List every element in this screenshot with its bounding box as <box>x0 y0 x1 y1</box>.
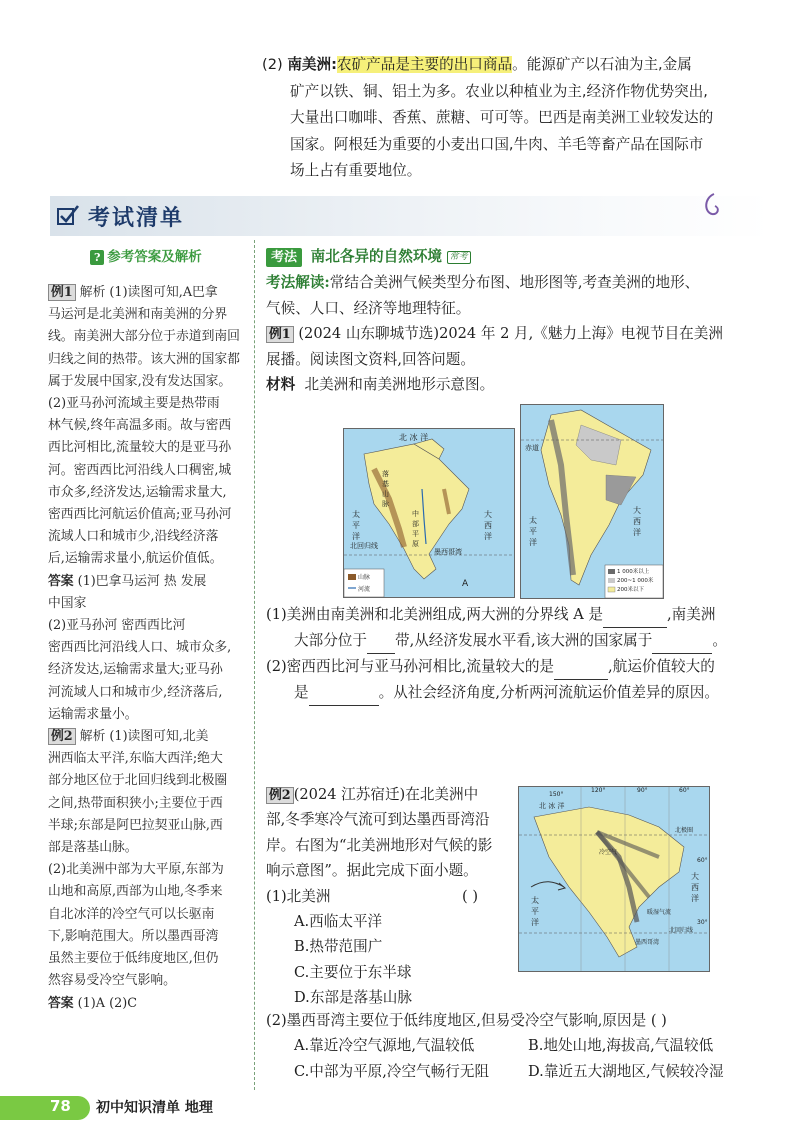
q2-part-a: (2)密西西比河与亚马孙河相比,流量较大的是 <box>266 658 555 675</box>
q1-part-d: 带,从经济发展水平看,该大洲的国家属于 <box>394 632 653 649</box>
ex1-expl-3: 线。南美洲大部分位于赤道到南回 <box>48 329 240 345</box>
q1-part-e: 。 <box>712 632 727 649</box>
ex2-expl-3: 部分地区位于北回归线到北极圈 <box>48 773 228 789</box>
na2-lat-30: 30° <box>697 919 708 926</box>
ans2-label: 答案 <box>48 995 74 1011</box>
ex1-expl-12: 流域人口和城市少,沿线经济落 <box>48 529 219 545</box>
sub1-option-1[interactable]: A.西临太平洋 <box>294 913 383 931</box>
ex1-expl-5: 属于发展中国家,没有发达国家。 <box>48 373 232 389</box>
ex2-expl-4: 之间,热带面积狭小;主要位于西 <box>48 795 223 811</box>
sub1-option-2[interactable]: B.热带范围广 <box>294 938 383 956</box>
ex2-expl-7: (2)北美洲中部为大平原,东部为 <box>48 862 224 878</box>
q2-part-c: 是 <box>294 684 309 701</box>
region-label: 南美洲: <box>287 56 337 73</box>
kaofa-title: 南北各异的自然环境 <box>310 248 443 265</box>
na2-pacific-label: 太平洋 <box>531 896 539 927</box>
kaofa-tag: 常考 <box>447 251 471 264</box>
ex1-expl-13: 后,运输需求量小,航运价值低。 <box>48 551 223 567</box>
ex1-questions <box>266 602 786 706</box>
question-column <box>266 244 776 397</box>
sub2-options-row-1 <box>266 1033 786 1058</box>
ex2-sub1 <box>266 884 516 909</box>
ans1-label: 答案 <box>48 573 74 589</box>
ex1-expl-7: 林气候,终年高温多雨。故与密西 <box>48 418 232 434</box>
ex2-intro <box>266 782 516 1011</box>
jiedu-line-1 <box>266 270 776 295</box>
book-title: 初中知识清单 地理 <box>96 1100 213 1116</box>
top-line-1-rest: 。能源矿产以石油为主,金属 <box>512 56 692 73</box>
sub2-option-b[interactable]: B.地处山地,海拔高,气温较低 <box>528 1037 714 1055</box>
ex1-expl-1 <box>48 282 244 304</box>
na2-lat-60: 60° <box>697 857 708 864</box>
sub1-option-3[interactable]: C.主要位于东半球 <box>294 963 412 981</box>
na2-lon-90: 90° <box>637 787 648 794</box>
ans1-line-1: 中国家 <box>48 595 87 611</box>
sub2-option-d[interactable]: D.靠近五大湖地区,气候较冷湿 <box>528 1062 724 1080</box>
na2-atlantic-label: 大西洋 <box>691 872 699 903</box>
na2-warm-label: 暖湿气流 <box>647 909 672 916</box>
na2-lon-60: 60° <box>679 787 690 794</box>
sub1-question: (1)北美洲 <box>266 887 331 905</box>
q1-part-a: (1)美洲由南美洲和北美洲组成,两大洲的分界线 A 是 <box>266 606 604 623</box>
sa-equator-label: 赤道 <box>525 444 539 452</box>
na-tropic-label: 北回归线 <box>350 542 378 550</box>
ex1-expl-text: 解析 (1)读图可知,A巴拿 <box>75 285 218 300</box>
item-number: (2) <box>262 56 283 73</box>
ex1-explanation <box>48 282 244 571</box>
ex2-expl-text: 解析 (1)读图可知,北美 <box>75 729 209 745</box>
ex1-q2-line-1 <box>266 654 786 680</box>
ex1-expl-4: 归线之间的热带。该大洲的国家都 <box>48 351 240 367</box>
ex1-expl-tag: 例1 <box>48 284 76 301</box>
na2-arctic-label: 北 冰 洋 <box>539 802 565 810</box>
north-america-climate-map <box>518 786 710 972</box>
na2-lon-150: 150° <box>549 791 564 798</box>
ex2-sub2 <box>266 1008 786 1084</box>
sub1-option-4[interactable]: D.东部是落基山脉 <box>294 989 412 1007</box>
answer-column <box>48 244 244 1015</box>
sub2-option-c[interactable]: C.中部为平原,冷空气畅行无阻 <box>294 1062 490 1080</box>
ex2-expl-11: 虽然主要位于低纬度地区,但仍 <box>48 951 219 967</box>
north-america-terrain-map <box>343 428 515 598</box>
jiedu-label: 考法解读: <box>266 274 330 292</box>
top-line-1 <box>262 52 772 79</box>
na2-lon-120: 120° <box>591 787 606 794</box>
ex1-q1-line-1 <box>266 602 786 628</box>
na-gulf-label: 墨西哥湾 <box>434 548 462 556</box>
sub2-options-row-2 <box>266 1059 786 1084</box>
highlighted-text: 农矿产品是主要的出口商品 <box>336 56 513 73</box>
ans2-line <box>48 993 244 1015</box>
q2-part-b: ,航运价值较大的 <box>608 658 715 675</box>
south-america-terrain-map <box>520 404 664 599</box>
ex2-expl-12: 然容易受冷空气影响。 <box>48 973 176 989</box>
ex2-intro-text: (2024 江苏宿迁)在北美洲中 <box>293 786 479 803</box>
ex2-expl-5: 半球;东部是阿巴拉契亚山脉,西 <box>48 817 223 833</box>
q2-blank-1[interactable] <box>554 661 608 680</box>
ex1-expl-9: 河。密西西比河沿线人口稠密,城 <box>48 462 232 478</box>
page-number: 78 <box>50 1097 71 1115</box>
banner-title: 考试清单 <box>88 206 185 231</box>
q1-part-c: 大部分位于 <box>294 632 367 649</box>
material-line <box>266 372 776 397</box>
na-atlantic-label: 大西洋 <box>484 510 492 541</box>
na-legend-mountain: 山脉 <box>358 574 371 581</box>
na-rockies-label: 落基山脉 <box>382 470 389 508</box>
answer-header-text: 参考答案及解析 <box>107 248 202 265</box>
jiedu-text: 常结合美洲气候类型分布图、地形图等,考查美洲的地形、 <box>329 274 700 292</box>
ans1-line-3: 密西西比河沿线人口、城市众多, <box>48 640 232 656</box>
material-label: 材料 <box>266 376 296 394</box>
sub2-question: (2)墨西哥湾主要位于低纬度地区,但易受冷空气影响,原因是 ( ) <box>266 1012 667 1029</box>
na2-cold-label: 冷空气 <box>599 849 618 856</box>
ex2-intro-1 <box>266 782 516 807</box>
sa-legend-low: 200米以下 <box>617 587 644 593</box>
ans1-line-5: 河流域人口和城市少,经济落后, <box>48 684 223 700</box>
sa-legend-high: 1 000米以上 <box>617 569 650 575</box>
ex2-intro-2: 部,冬季寒冷气流可到达墨西哥湾沿 <box>266 811 490 829</box>
na-legend-river: 河流 <box>358 586 371 593</box>
ex2-intro-tag: 例2 <box>266 787 294 804</box>
ex2-explanation <box>48 726 244 992</box>
ex1-expl-6: (2)亚马孙河流域主要是热带雨 <box>48 396 220 412</box>
ex2-expl-tag: 例2 <box>48 728 76 745</box>
kaofa-label: 考法 <box>266 248 302 267</box>
q2-part-d: 。从社会经济角度,分析两河流航运价值差异的原因。 <box>378 684 719 701</box>
ex2-intro-3: 岸。右图为“北美洲地形对气候的影 <box>266 836 493 854</box>
ans1-first-line <box>48 571 244 593</box>
column-divider <box>254 240 256 1090</box>
ex1-line-2: 展播。阅读图文资料,回答问题。 <box>266 350 475 368</box>
ex1-q2-line-2 <box>266 680 786 706</box>
ex1-intro <box>266 321 776 346</box>
footer-page-tab <box>0 1096 90 1120</box>
check-box-icon <box>56 203 80 227</box>
ans1-lines <box>48 593 244 726</box>
na2-gulf-label: 墨西哥湾 <box>635 939 660 946</box>
ex2-expl-8: 山地和高原,西部为山地,冬季来 <box>48 884 223 900</box>
ex2-expl-10: 下,影响范围大。所以墨西哥湾 <box>48 928 219 944</box>
jiedu-line-2: 气候、人口、经济等地理特征。 <box>266 299 471 317</box>
ex1-expl-11: 密西西比河航运价值高;亚马孙河 <box>48 507 232 523</box>
ans1-line-2: (2)亚马孙河 密西西比河 <box>48 618 186 634</box>
ex1-expl-2: 马运河是北美洲和南美洲的分界 <box>48 307 228 323</box>
sub1-options <box>266 909 516 1011</box>
sa-atlantic-label: 大西洋 <box>633 506 641 537</box>
top-line-5: 场上占有重要地位。 <box>290 162 422 180</box>
ex2-expl-9: 自北冰洋的冷空气可以长驱南 <box>48 906 215 922</box>
ans1-line-6: 运输需求量小。 <box>48 706 138 722</box>
sa-pacific-label: 太平洋 <box>529 516 537 547</box>
na2-tropic-label: 北回归线 <box>669 927 694 934</box>
sub2-option-a[interactable]: A.靠近冷空气源地,气温较低 <box>294 1037 475 1055</box>
na-a-label: A <box>462 579 469 589</box>
q2-blank-2[interactable] <box>309 687 379 706</box>
material-text: 北美洲和南美洲地形示意图。 <box>304 376 495 394</box>
ex1-tag: 例1 <box>266 326 294 343</box>
kaofa-heading <box>266 244 776 269</box>
top-line-3: 大量出口咖啡、香蕉、蔗糖、可可等。巴西是南美洲工业较发达的 <box>290 109 714 127</box>
na-pacific-label: 太平洋 <box>352 510 360 541</box>
ex2-expl-1 <box>48 726 244 748</box>
ans1-first-text: (1)巴拿马运河 热 发展 <box>73 573 207 589</box>
question-icon: ? <box>90 250 104 265</box>
ex2-expl-2: 洲西临太平洋,东临大西洋;绝大 <box>48 751 223 767</box>
sub1-answer-paren[interactable]: ( ) <box>462 887 479 905</box>
swirl-decoration-icon <box>700 190 728 220</box>
sa-legend-mid: 200~1 000米 <box>617 578 654 584</box>
ex1-q1-line-2 <box>266 628 786 654</box>
q1-blank-3[interactable] <box>652 635 712 654</box>
answer-header <box>48 244 244 270</box>
ex2-intro-4: 响示意图”。据此完成下面小题。 <box>266 862 478 880</box>
na-arctic-label: 北 冰 洋 <box>399 433 429 442</box>
ex2-expl-6: 部是落基山脉。 <box>48 840 138 856</box>
na-plain-label: 中部平原 <box>412 510 419 548</box>
q1-part-b: ,南美洲 <box>667 606 716 623</box>
ex2-intro-lines <box>266 782 516 884</box>
ans2-text: (1)A (2)C <box>73 995 138 1011</box>
ex1-text: (2024 山东聊城节选)2024 年 2 月,《魅力上海》电视节目在美洲 <box>298 325 723 343</box>
top-continuation <box>262 52 772 185</box>
na2-arctic-circle-label: 北极圈 <box>675 827 694 834</box>
top-line-2: 矿产以铁、铜、铝土为多。农业以种植业为主,经济作物优势突出, <box>290 82 708 100</box>
q1-blank-1[interactable] <box>603 609 667 628</box>
ex1-expl-10: 市众多,经济发达,运输需求量大, <box>48 484 227 500</box>
ans1-line-4: 经济发达,运输需求量大;亚马孙 <box>48 662 223 678</box>
top-line-4: 国家。阿根廷为重要的小麦出口国,牛肉、羊毛等畜产品在国际市 <box>290 135 704 153</box>
q1-blank-2[interactable] <box>367 635 395 654</box>
ex1-expl-8: 西比河相比,流量较大的是亚马孙 <box>48 440 232 456</box>
